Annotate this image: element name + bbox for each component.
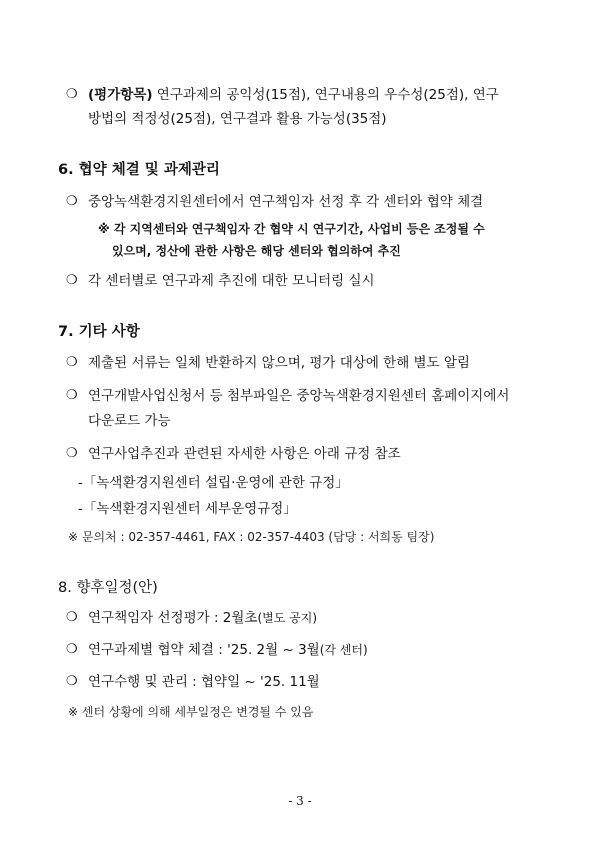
schedule-note: ※ 센터 상황에 의해 세부일정은 변경될 수 있음 xyxy=(68,705,314,719)
section-7-item-2-line-2: 다운로드 가능 xyxy=(88,413,171,429)
bullet-icon: ❍ xyxy=(66,273,78,288)
section-6-item-2: 각 센터별로 연구과제 추진에 대한 모니터링 실시 xyxy=(88,273,375,289)
section-7-item-1: 제출된 서류는 일체 반환하지 않으며, 평가 대상에 한해 별도 알림 xyxy=(88,355,470,371)
bullet-icon: ❍ xyxy=(66,355,78,370)
bullet-icon: ❍ xyxy=(66,642,78,657)
bullet-icon: ❍ xyxy=(66,194,78,209)
section-7-item-2-line-1: 연구개발사업신청서 등 첨부파일은 중앙녹색환경지원센터 홈페이지에서 xyxy=(88,388,510,404)
section-6-note-line-1: ※ 각 지역센터와 연구책임자 간 협약 시 연구기간, 사업비 등은 조정될 수 xyxy=(98,222,485,236)
eval-items-label: (평가항목) xyxy=(88,87,153,103)
section-6-note-line-2: 있으며, 정산에 관한 사항은 해당 센터와 협의하여 추진 xyxy=(112,244,401,258)
section-8-heading: 8. 향후일정(안) xyxy=(58,580,158,596)
eval-items-line-2: 방법의 적정성(25점), 연구결과 활용 가능성(35점) xyxy=(88,111,387,127)
schedule-item-1 xyxy=(88,609,317,627)
bullet-icon: ❍ xyxy=(66,87,78,102)
eval-items-text: 연구과제의 공익성(15점), 연구내용의 우수성(25점), 연구 xyxy=(152,87,499,103)
rule-reference-2: -「녹색환경지원센터 세부운영규정」 xyxy=(78,501,297,517)
eval-items-line-1 xyxy=(88,86,499,104)
section-7-item-3: 연구사업추진과 관련된 자세한 사항은 아래 규정 참조 xyxy=(88,446,401,462)
schedule-item-2-note: (각 센터) xyxy=(319,643,368,657)
schedule-item-2 xyxy=(88,641,368,659)
section-6-heading: 6. 협약 체결 및 과제관리 xyxy=(58,162,220,178)
bullet-icon: ❍ xyxy=(66,610,78,625)
page-number: - 3 - xyxy=(288,794,312,808)
schedule-item-1-main: 연구책임자 선정평가 : 2월초 xyxy=(88,610,258,626)
bullet-icon: ❍ xyxy=(66,446,78,461)
bullet-icon: ❍ xyxy=(66,388,78,403)
section-7-heading: 7. 기타 사항 xyxy=(58,324,140,340)
contact-info: ※ 문의처 : 02-357-4461, FAX : 02-357-4403 (담당 : 서희동 팀장) xyxy=(68,530,435,544)
schedule-item-3: 연구수행 및 관리 : 협약일 ~ '25. 11월 xyxy=(88,674,320,690)
section-6-item-1: 중앙녹색환경지원센터에서 연구책임자 선정 후 각 센터와 협약 체결 xyxy=(88,194,484,210)
schedule-item-1-note: (별도 공지) xyxy=(257,611,318,625)
bullet-icon: ❍ xyxy=(66,674,78,689)
rule-reference-1: -「녹색환경지원센터 설립·운영에 관한 규정」 xyxy=(78,475,349,491)
schedule-item-2-main: 연구과제별 협약 체결 : '25. 2월 ~ 3월 xyxy=(88,642,320,658)
